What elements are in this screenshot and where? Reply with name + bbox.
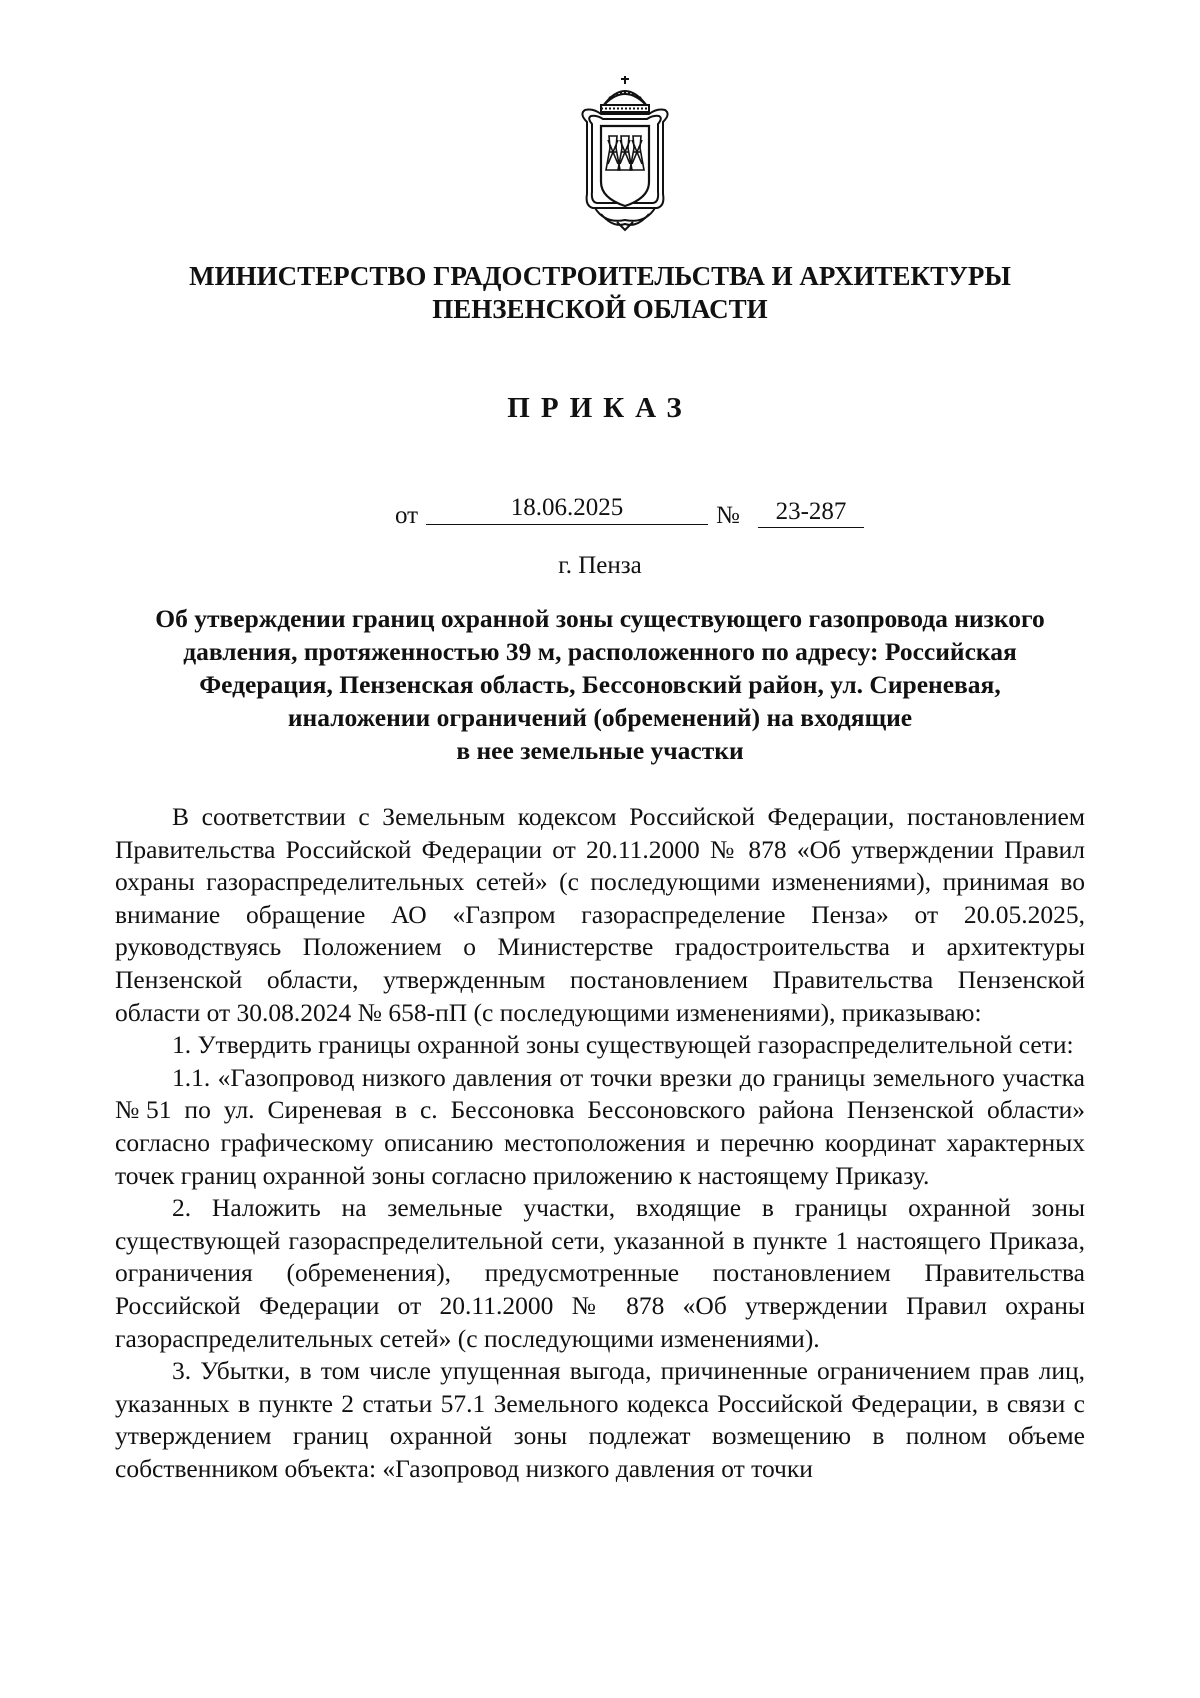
order-date: 18.06.2025 [426,494,708,525]
clause-3-paragraph: 3. Убытки, в том числе упущенная выгода, причиненные ограничением прав лиц, указанных в пункте 2 статьи 57.1 Земельного кодекса Российской Федерации, в связи с утверждением границ охранной зоны подлежат возмещению в полном объеме собственником объекта: «Газопровод низкого давления от точки [115,1356,1085,1483]
order-date-number-row [0,494,1200,528]
document-type-title: ПРИКАЗ [507,392,693,424]
clause-1-paragraph: 1. Утвердить границы охранной зоны существующей газораспределительной сети: [172,1030,1074,1060]
issue-city: г. Пенза [558,552,642,579]
order-subject [120,602,1080,767]
order-body [115,801,1085,1485]
subject-line: в нее земельные участки [456,736,744,765]
clause-1-1-paragraph: 1.1. «Газопровод низкого давления от точки врезки до границы земельного участка №51 по ул. Сиреневая в с. Бессоновка Бессоновского района Пензенской области» согласно графическому описанию местоположения и перечню координат характерных точек границ охранной зоны согласно приложению к настоящему Приказу. [115,1062,1085,1190]
subject-line: Федерация, Пензенская область, Бессоновский район, ул. Сиреневая, [199,670,1001,699]
date-label: от [395,502,419,529]
ministry-name-line1: МИНИСТЕРСТВО ГРАДОСТРОИТЕЛЬСТВА И АРХИТЕКТУРЫ [189,261,1011,291]
subject-line: давления, протяженностью 39 м, расположенного по адресу: Российская [183,637,1017,666]
ministry-name-line2: ПЕНЗЕНСКОЙ ОБЛАСТИ [432,294,768,324]
preamble-paragraph: В соответствии с Земельным кодексом Российской Федерации, постановлением Правительства Российской Федерации от 20.11.2000 № 878 «Об утверждении Правил охраны газораспределительных сетей» (с последующими изменениями), принимая во внимание обращение АО «Газпром газораспределение Пенза» от 20.05.2025, руководствуясь Положением о Министерстве градостроительства и архитектуры Пензенской области, утвержденным постановлением Правительства Пензенской области от 30.08.2024 № 658-пП (с последующими изменениями), приказываю: [115,802,1085,1027]
penza-coat-of-arms-icon [565,74,685,234]
subject-line: иналожении ограничений (обременений) на входящие [287,703,913,732]
order-number: 23-287 [758,498,864,528]
number-label: № [716,502,740,529]
clause-2-paragraph: 2. Наложить на земельные участки, входящие в границы охранной зоны существующей газораспределительной сети, указанной в пункте 1 настоящего Приказа, ограничения (обременения), предусмотренные постановлением Правительства Российской Федерации от 20.11.2000 № 878 «Об утверждении Правил охраны газораспределительных сетей» (с последующими изменениями). [115,1193,1085,1353]
ministry-name [100,260,1100,326]
subject-line: Об утверждении границ охранной зоны существующего газопровода низкого [155,604,1045,633]
